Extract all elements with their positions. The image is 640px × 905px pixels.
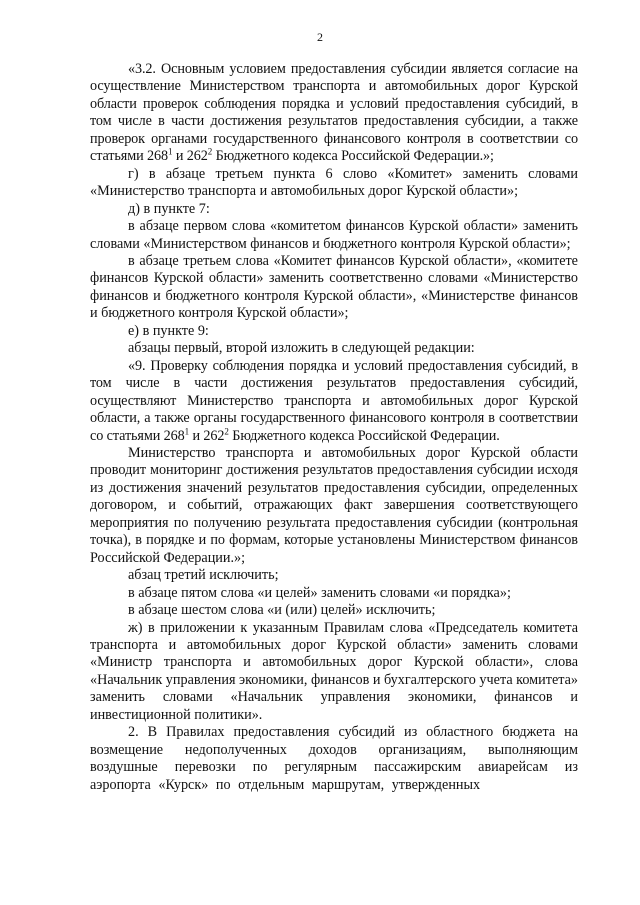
paragraph — [90, 602, 578, 619]
text-run: ж) в приложении к указанным Правилам слова «Председатель комитета транспорта и автомобильных дорог Курской области» заменить словами «Министр транспорта и автомобильных дорог Курской области», слова «Начальник управления экономики, финансов и бухгалтерского учета комитета» заменить словами «Начальник управления экономики, финансов и инвестиционной политики». — [90, 619, 579, 723]
paragraph — [90, 340, 578, 357]
text-run: абзацы первый, второй изложить в следующей редакции: — [128, 340, 475, 357]
text-run: Министерство транспорта и автомобильных дорог Курской области проводит мониторинг достижения результатов предоставления субсидии исходя из достижения значений результатов предоставления субсидии, определенных договором, и событий, отражающих факт завершения соответствующего мероприятия по получению результата предоставления субсидии (контрольная точка), в порядке и по формам, которые установлены Министерством финансов Российской Федерации.»; — [90, 444, 578, 566]
text-run: в абзаце первом слова «комитетом финансов Курской области» заменить словами «Министерством финансов и бюджетного контроля Курской области»; — [90, 218, 578, 252]
paragraph — [90, 166, 578, 201]
text-run: Бюджетного кодекса Российской Федерации.»; — [212, 148, 494, 165]
text-run: и 262 — [189, 427, 225, 444]
text-run: «3.2. Основным условием предоставления субсидии является согласие на осуществление Министерством транспорта и автомобильных дорог Курской области проверок соблюдения порядка и условий предоставления субсидий, в том числе в части достижения результатов предоставления субсидии, а также проверок органами государственного финансового контроля в соответствии со статьями 268 — [90, 61, 578, 165]
text-run: в абзаце пятом слова «и целей» заменить словами «и порядка»; — [128, 584, 511, 601]
paragraph — [90, 585, 578, 602]
paragraph — [90, 218, 578, 253]
text-run: Бюджетного кодекса Российской Федерации. — [228, 427, 500, 444]
superscript: 1 — [168, 146, 173, 157]
text-run: и 262 — [172, 148, 208, 165]
document-body — [90, 61, 578, 794]
text-run: 2. В Правилах предоставления субсидий из областного бюджета на возмещение недополученных доходов организациям, выполняющим воздушные перевозки по регулярным пассажирским авиарейсам из аэропорта «Курск» по отдельным маршрутам, утвержденных — [90, 724, 578, 793]
page-number: 2 — [317, 30, 323, 44]
paragraph — [90, 323, 578, 340]
paragraph — [90, 445, 578, 567]
text-run: д) в пункте 7: — [128, 200, 210, 217]
paragraph — [90, 61, 578, 166]
paragraph — [90, 201, 578, 218]
superscript: 2 — [207, 146, 213, 157]
superscript: 1 — [184, 425, 190, 436]
paragraph — [90, 620, 578, 725]
text-run: в абзаце шестом слова «и (или) целей» исключить; — [128, 602, 436, 619]
text-run: «9. Проверку соблюдения порядка и условий предоставления субсидий, в том числе в части достижения результатов предоставления субсидий, осуществляют Министерство транспорта и автомобильных дорог Курской области, а также органы государственного финансового контроля в соответствии со статьями 268 — [90, 357, 578, 444]
paragraph — [90, 724, 578, 794]
superscript: 2 — [224, 425, 229, 436]
paragraph — [90, 358, 578, 445]
text-run: г) в абзаце третьем пункта 6 слово «Комитет» заменить словами «Министерство транспорта и автомобильных дорог Курской области»; — [90, 165, 578, 200]
paragraph — [90, 253, 578, 323]
text-run: абзац третий исключить; — [128, 567, 279, 584]
text-run: в абзаце третьем слова «Комитет финансов Курской области», «комитете финансов Курской области» заменить соответственно словами «Министерство финансов и бюджетного контроля Курской области», «Министерстве финансов и бюджетного контроля Курской области»; — [90, 252, 578, 322]
text-run: е) в пункте 9: — [128, 322, 209, 339]
paragraph — [90, 567, 578, 584]
